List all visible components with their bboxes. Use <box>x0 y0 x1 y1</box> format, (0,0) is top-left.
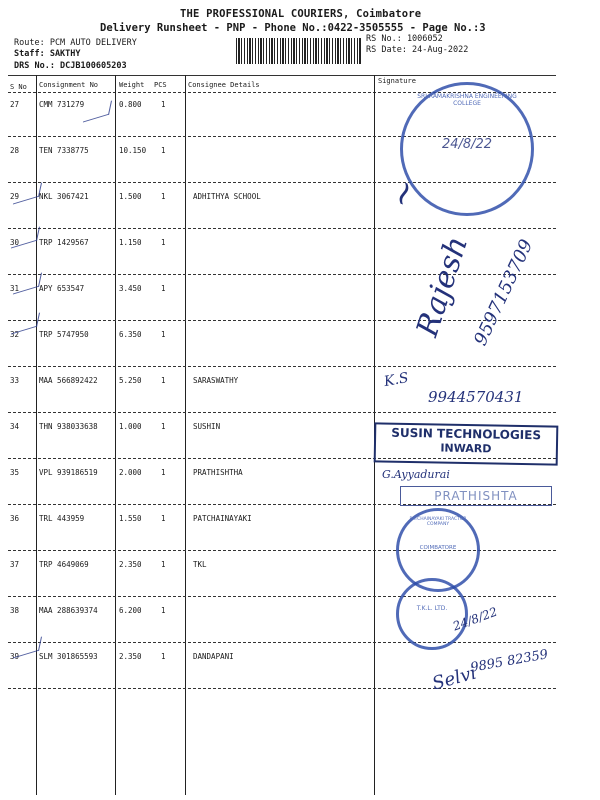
signature-33: K.S <box>382 369 410 391</box>
row-divider <box>8 274 556 275</box>
row-sno: 27 <box>10 100 20 109</box>
signature-39: Selvi <box>430 662 479 695</box>
row-pcs: 1 <box>161 238 166 247</box>
signature-scribble: ~ <box>380 173 428 214</box>
row-divider <box>8 688 556 689</box>
tkl-stamp <box>396 578 468 650</box>
row-divider <box>8 366 556 367</box>
row-sno: 32 <box>10 330 20 339</box>
row-sno: 36 <box>10 514 20 523</box>
row-pcs: 1 <box>161 146 166 155</box>
susin-stamp-sub: INWARD <box>440 441 492 456</box>
row-pcs: 1 <box>161 514 166 523</box>
runsheet-subtitle: Delivery Runsheet - PNP - Phone No.:0422-3505555 - Page No.:3 <box>100 22 486 34</box>
col-header-consignment: Consignment No <box>39 81 99 89</box>
row-pcs: 1 <box>161 376 166 385</box>
row-sno: 31 <box>10 284 20 293</box>
susin-stamp-title: SUSIN TECHNOLOGIES <box>391 425 542 443</box>
rs-date: RS Date: 24-Aug-2022 <box>366 45 469 55</box>
row-sno: 28 <box>10 146 20 155</box>
row-weight: 2.350 <box>119 652 142 661</box>
row-divider <box>8 642 556 643</box>
row-consignee: SARASWATHY <box>193 376 239 385</box>
col-header-consignee: Consignee Details <box>188 81 260 89</box>
row-weight: 1.500 <box>119 192 142 201</box>
row-consignee: ADHITHYA SCHOOL <box>193 192 261 201</box>
row-weight: 1.150 <box>119 238 142 247</box>
col-header-signature: Signature <box>378 77 416 85</box>
row-weight: 2.350 <box>119 560 142 569</box>
row-weight: 2.000 <box>119 468 142 477</box>
row-weight: 1.000 <box>119 422 142 431</box>
tick-mark <box>83 101 112 123</box>
row-consignment-no: TRP 5747950 <box>39 330 89 339</box>
row-consignee: TKL <box>193 560 207 569</box>
col-header-weight: Weight <box>119 81 145 89</box>
susin-stamp <box>374 422 559 465</box>
col-header-pcs: PCS <box>154 81 167 89</box>
row-consignment-no: CMM 731279 <box>39 100 85 109</box>
row-sno: 30 <box>10 238 20 247</box>
col-divider <box>115 75 116 795</box>
route-label: Route: PCM AUTO DELIVERY <box>14 38 137 48</box>
row-pcs: 1 <box>161 560 166 569</box>
row-pcs: 1 <box>161 606 166 615</box>
row-divider <box>8 596 556 597</box>
signature-35: G.Ayyadurai <box>382 468 450 481</box>
tick-mark <box>13 273 42 295</box>
row-consignment-no: TEN 7338775 <box>39 146 89 155</box>
row-consignment-no: MAA 288639374 <box>39 606 98 615</box>
tkl-stamp-text: T.K.L. LTD. <box>416 605 448 612</box>
row-weight: 6.350 <box>119 330 142 339</box>
row-weight: 1.550 <box>119 514 142 523</box>
tick-mark <box>13 637 42 659</box>
row-divider <box>8 320 556 321</box>
handwritten-date: 24/8/22 <box>451 604 500 634</box>
row-divider <box>8 228 556 229</box>
row-pcs: 1 <box>161 330 166 339</box>
row-sno: 34 <box>10 422 20 431</box>
handwritten-phone-2: 9597153709 <box>470 236 538 349</box>
row-consignment-no: APY 653547 <box>39 284 85 293</box>
handwritten-phone-1: 9944570431 <box>428 388 524 406</box>
row-consignment-no: MAA 566892422 <box>39 376 98 385</box>
college-stamp-date: 24/8/22 <box>441 137 493 152</box>
row-pcs: 1 <box>161 284 166 293</box>
row-sno: 29 <box>10 192 20 201</box>
tractor-stamp-text: PATCHAINAYAKI TRACTOR COMPANY <box>409 517 467 527</box>
row-pcs: 1 <box>161 422 166 431</box>
row-divider <box>8 412 556 413</box>
rs-number: RS No.: 1006052 <box>366 34 443 44</box>
tick-mark <box>13 183 42 205</box>
row-weight: 3.450 <box>119 284 142 293</box>
row-consignment-no: TRP 1429567 <box>39 238 89 247</box>
row-consignment-no: THN 938033638 <box>39 422 98 431</box>
table-top-border <box>8 75 556 76</box>
signature-rajesh: Rajesh <box>410 232 476 341</box>
handwritten-phone-3: 9895 82359 <box>469 647 550 676</box>
row-consignment-no: VPL 939186519 <box>39 468 98 477</box>
row-sno: 33 <box>10 376 20 385</box>
row-consignee: SUSHIN <box>193 422 221 431</box>
staff-label: Staff: SAKTHY <box>14 49 81 59</box>
row-consignment-no: SLM 301865593 <box>39 652 98 661</box>
college-stamp-text: SRI RAMAKRISHNA ENGINEERING COLLEGE <box>417 93 517 107</box>
row-sno: 39 <box>10 652 20 661</box>
row-sno: 38 <box>10 606 20 615</box>
row-consignment-no: TRL 443959 <box>39 514 85 523</box>
row-sno: 35 <box>10 468 20 477</box>
row-weight: 0.800 <box>119 100 142 109</box>
row-pcs: 1 <box>161 100 166 109</box>
row-consignment-no: TRP 4649069 <box>39 560 89 569</box>
row-pcs: 1 <box>161 468 166 477</box>
col-header-sno: S No <box>10 83 27 91</box>
row-consignee: DANDAPANI <box>193 652 234 661</box>
row-consignment-no: NKL 3067421 <box>39 192 89 201</box>
row-pcs: 1 <box>161 192 166 201</box>
row-weight: 10.150 <box>119 146 147 155</box>
row-weight: 5.250 <box>119 376 142 385</box>
col-divider <box>185 75 186 795</box>
row-sno: 37 <box>10 560 20 569</box>
runsheet-title: THE PROFESSIONAL COURIERS, Coimbatore <box>180 8 422 20</box>
barcode <box>236 38 362 64</box>
row-consignee: PRATHISHTHA <box>193 468 243 477</box>
drs-number: DRS No.: DCJB100605203 <box>14 61 127 71</box>
prathishta-stamp: PRATHISHTA <box>400 486 552 506</box>
row-weight: 6.200 <box>119 606 142 615</box>
row-consignee: PATCHAINAYAKI <box>193 514 252 523</box>
tractor-stamp-city: COIMBATORE <box>419 545 457 551</box>
row-pcs: 1 <box>161 652 166 661</box>
